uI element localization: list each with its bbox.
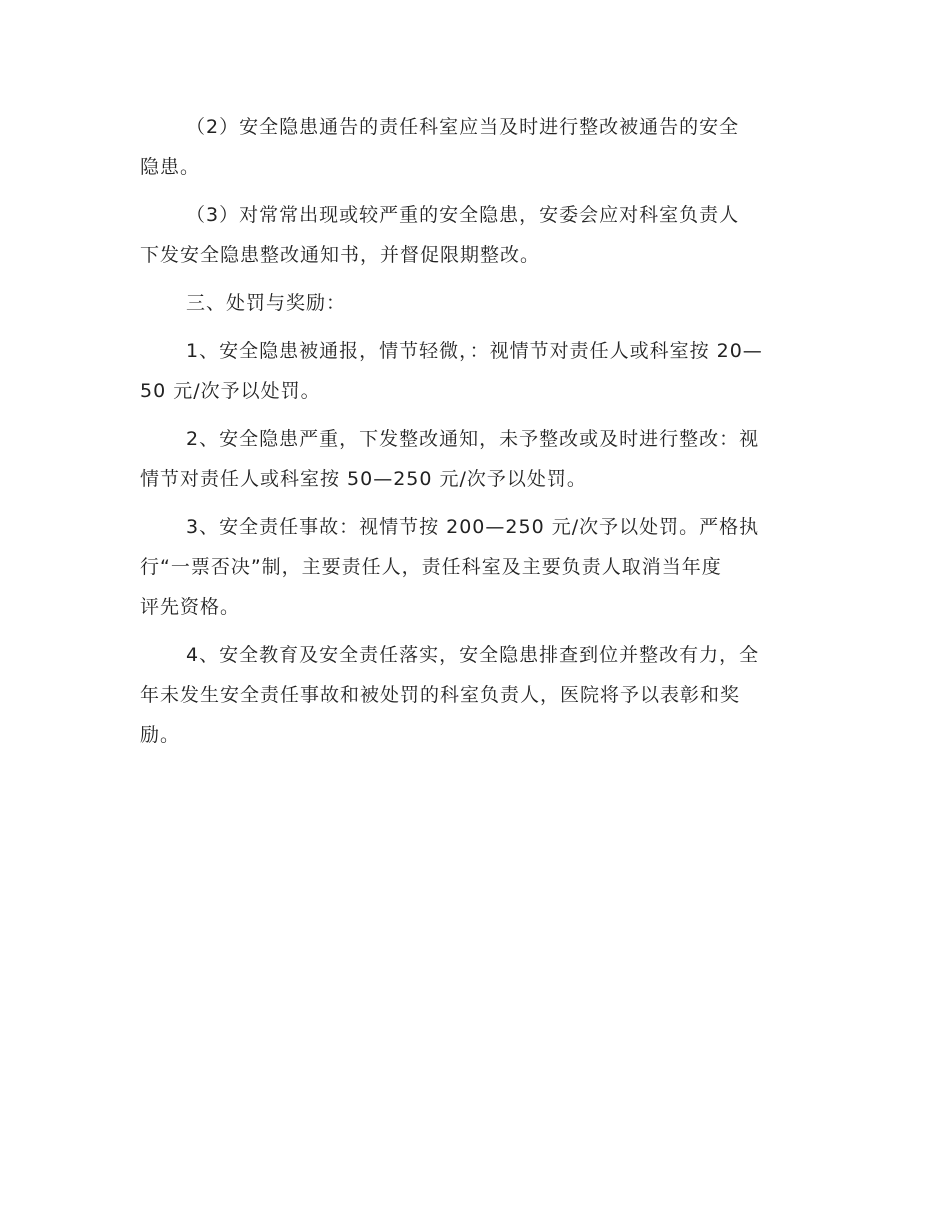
paragraph-line: （3）对常常出现或较严重的安全隐患，安委会应对科室负责人 xyxy=(186,204,740,226)
paragraph-line: 隐患。 xyxy=(140,156,201,178)
paragraph-line: 年未发生安全责任事故和被处罚的科室负责人，医院将予以表彰和奖 xyxy=(140,684,741,706)
paragraph-line: 3、安全责任事故：视情节按 200—250 元/次予以处罚。严格执 xyxy=(186,516,760,538)
section-heading: 三、处罚与奖励： xyxy=(186,292,347,314)
paragraph-line: 下发安全隐患整改通知书，并督促限期整改。 xyxy=(140,244,541,266)
paragraph-line: 励。 xyxy=(140,724,181,746)
paragraph-line: （2）安全隐患通告的责任科室应当及时进行整改被通告的安全 xyxy=(186,116,740,138)
paragraph-rectification-3 xyxy=(140,195,810,275)
paragraph-line: 情节对责任人或科室按 50—250 元/次予以处罚。 xyxy=(140,468,587,490)
paragraph-line: 评先资格。 xyxy=(140,596,241,618)
paragraph-penalty-3 xyxy=(140,507,810,627)
paragraph-penalty-1 xyxy=(140,331,810,411)
paragraph-reward-4 xyxy=(140,635,810,755)
paragraph-line: 行“一票否决”制，主要责任人，责任科室及主要负责人取消当年度 xyxy=(140,556,722,578)
section-heading-penalty-reward xyxy=(140,283,810,323)
paragraph-penalty-2 xyxy=(140,419,810,499)
paragraph-line: 2、安全隐患严重，下发整改通知，未予整改或及时进行整改：视 xyxy=(186,428,760,450)
document-body xyxy=(140,107,810,763)
paragraph-rectification-2 xyxy=(140,107,810,187)
paragraph-line: 4、安全教育及安全责任落实，安全隐患排查到位并整改有力，全 xyxy=(186,644,760,666)
paragraph-line: 50 元/次予以处罚。 xyxy=(140,380,321,402)
paragraph-line: 1、安全隐患被通报，情节轻微，：视情节对责任人或科室按 20— xyxy=(186,340,763,362)
